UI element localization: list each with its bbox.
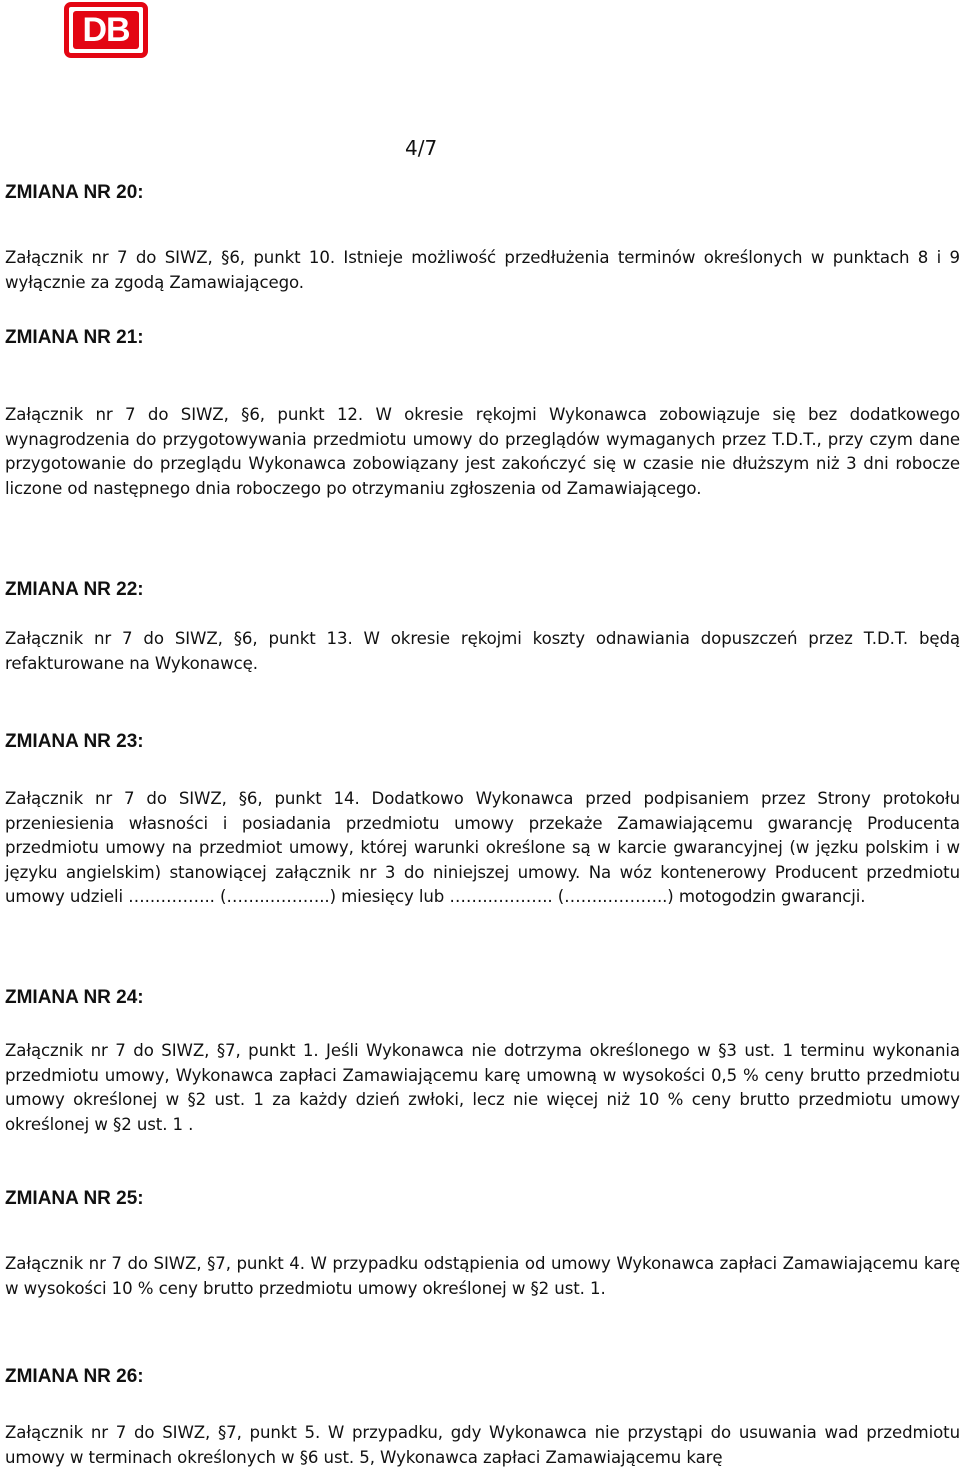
section-text-21: Załącznik nr 7 do SIWZ, §6, punkt 12. W okresie rękojmi Wykonawca zobowiązuje się bez dodatkowego wynagrodzenia do przygotowywania przedmiotu umowy do przeglądów wymaganych przez T.D.T., przy czym dane przygotowanie do przeglądu Wykonawca zobowiązany jest zakończyć się w czasie nie dłuższym niż 3 dni robocze liczone od następnego dnia roboczego po otrzymaniu zgłoszenia od Zamawiającego.: [5, 405, 960, 498]
db-logo-text: DB: [73, 11, 139, 49]
page-number: 4/7: [405, 136, 438, 160]
db-logo: [64, 2, 148, 58]
section-heading-22: ZMIANA NR 22:: [5, 579, 144, 600]
section-text-25: Załącznik nr 7 do SIWZ, §7, punkt 4. W przypadku odstąpienia od umowy Wykonawca zapłaci Zamawiającemu karę w wysokości 10 % ceny brutto przedmiotu umowy określonej w §2 ust. 1.: [5, 1254, 960, 1298]
section-text-23: Załącznik nr 7 do SIWZ, §6, punkt 14. Dodatkowo Wykonawca przed podpisaniem przez Strony protokołu przeniesienia własności i posiadania przedmiotu umowy przekaże Zamawiającemu gwarancję Producenta przedmiotu umowy na przedmiot umowy, której warunki określone są w karcie gwarancyjnej (w jęzku polskim i w języku angielskim) stanowiącej załącznik nr 3 do niniejszej umowy. Na wóz kontenerowy Producent przedmiotu umowy udzieli …..……….. (……..………..) miesięcy lub ……..……….. (……..………..) motogodzin gwarancji.: [5, 789, 960, 906]
section-heading-21: ZMIANA NR 21:: [5, 327, 144, 348]
section-heading-26: ZMIANA NR 26:: [5, 1366, 144, 1387]
section-text-20: Załącznik nr 7 do SIWZ, §6, punkt 10. Istnieje możliwość przedłużenia terminów określonych w punktach 8 i 9 wyłącznie za zgodą Zamawiającego.: [5, 248, 960, 292]
section-text-26: Załącznik nr 7 do SIWZ, §7, punkt 5. W przypadku, gdy Wykonawca nie przystąpi do usuwania wad przedmiotu umowy w terminach określonych w §6 ust. 5, Wykonawca zapłaci Zamawiającemu karę: [5, 1423, 960, 1467]
section-heading-20: ZMIANA NR 20:: [5, 182, 144, 203]
section-heading-24: ZMIANA NR 24:: [5, 987, 144, 1008]
section-heading-25: ZMIANA NR 25:: [5, 1188, 144, 1209]
section-text-22: Załącznik nr 7 do SIWZ, §6, punkt 13. W okresie rękojmi koszty odnawiania dopuszczeń przez T.D.T. będą refakturowane na Wykonawcę.: [5, 629, 960, 673]
section-heading-23: ZMIANA NR 23:: [5, 731, 144, 752]
section-text-24: Załącznik nr 7 do SIWZ, §7, punkt 1. Jeśli Wykonawca nie dotrzyma określonego w §3 ust. 1 terminu wykonania przedmiotu umowy, Wykonawca zapłaci Zamawiającemu karę umowną w wysokości 0,5 % ceny brutto przedmiotu umowy określonej w §2 ust. 1 za każdy dzień zwłoki, lecz nie więcej niż 10 % ceny brutto przedmiotu umowy określonej w §2 ust. 1 .: [5, 1041, 960, 1134]
